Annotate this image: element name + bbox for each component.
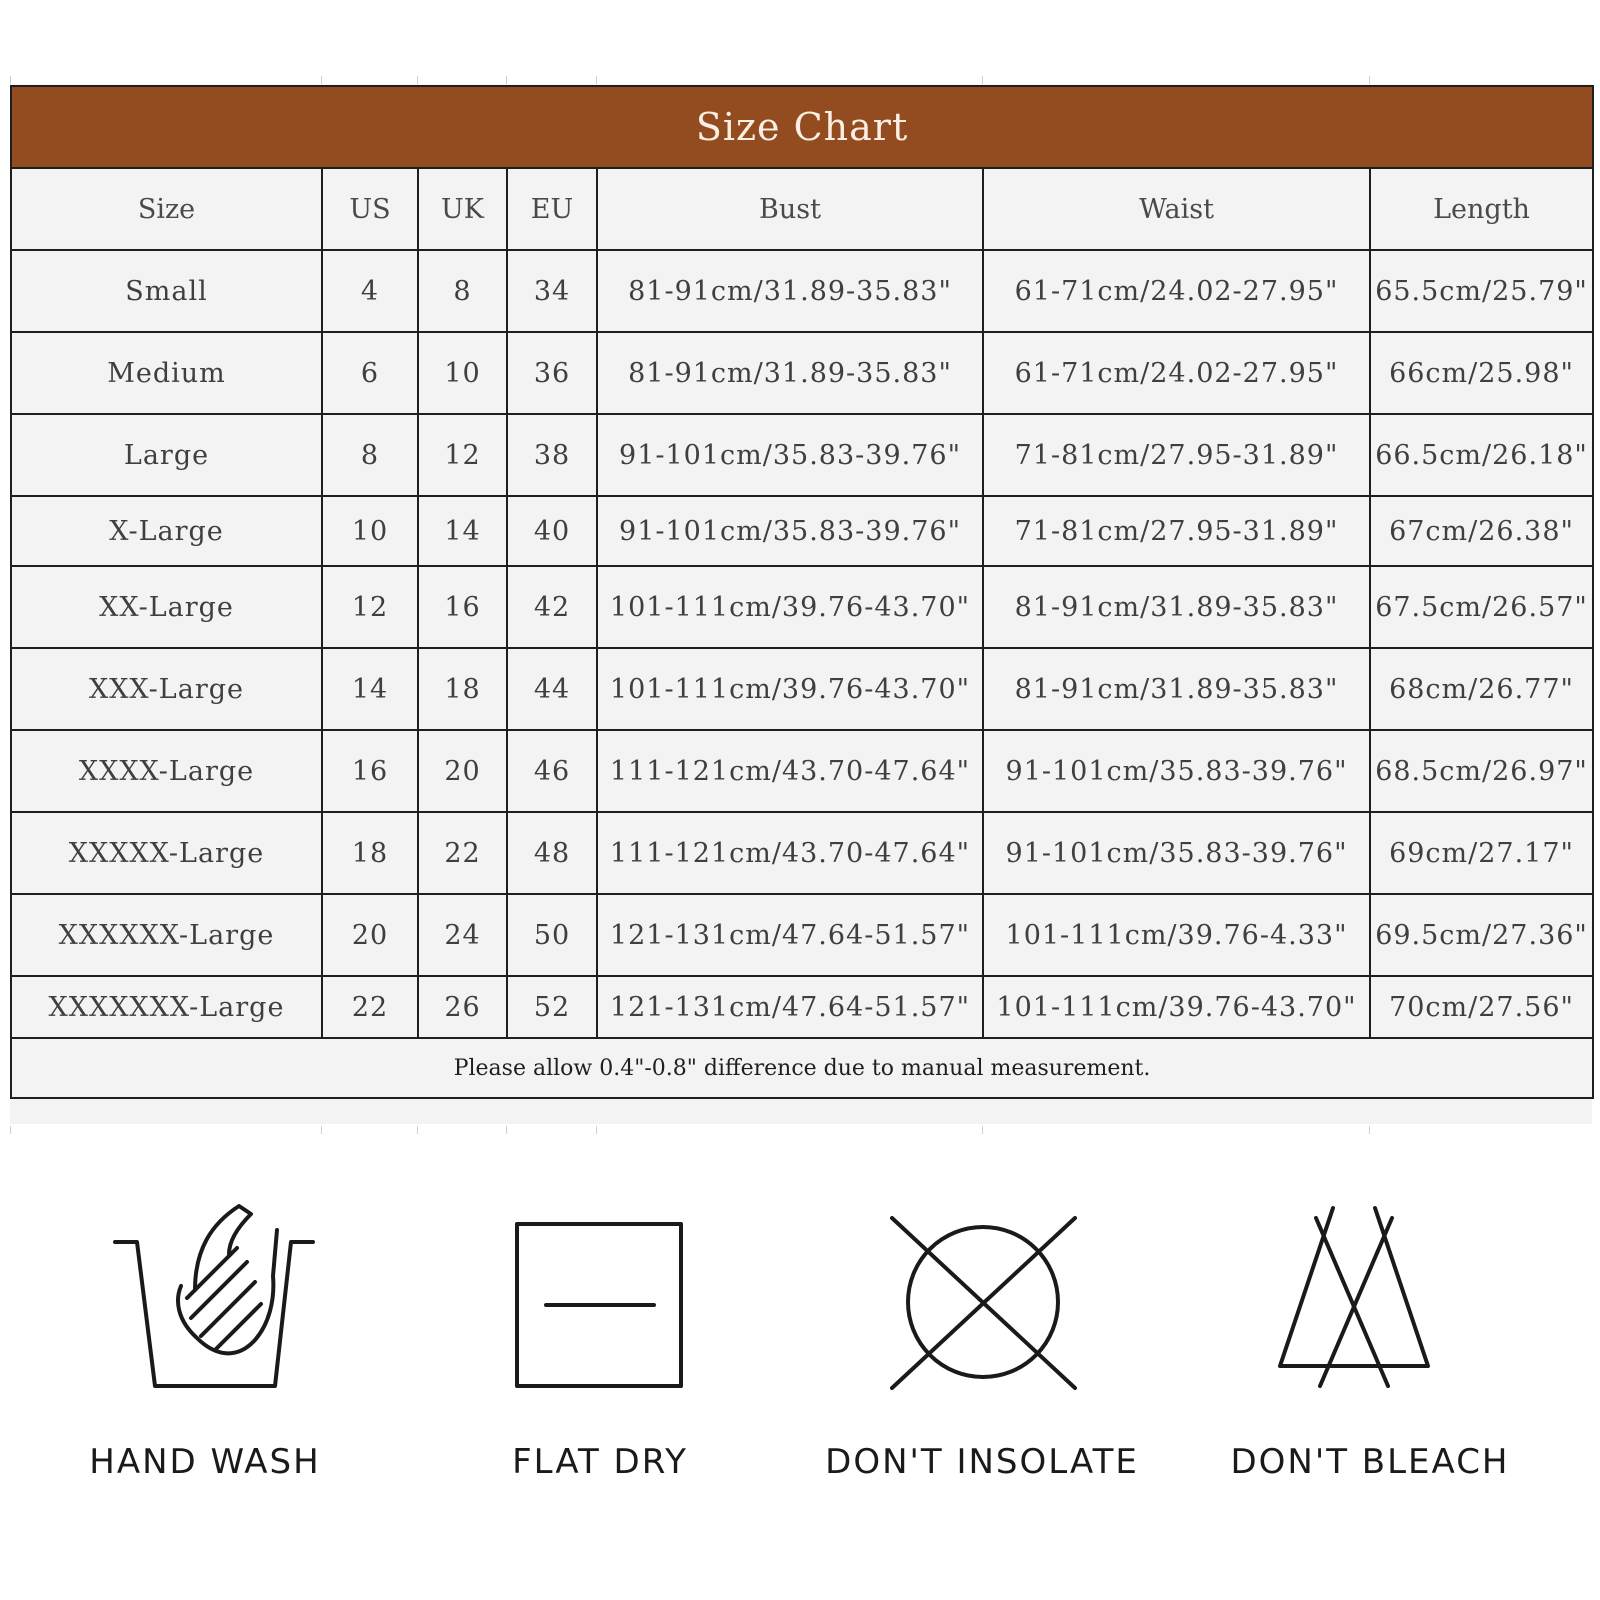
length-cell: 68cm/26.77" [1370,648,1593,730]
bust-cell: 91-101cm/35.83-39.76" [597,414,983,496]
us-cell: 4 [322,250,418,332]
column-header-size: Size [11,168,322,250]
chart-title: Size Chart [11,86,1593,168]
uk-cell: 8 [418,250,507,332]
size-cell: Small [11,250,322,332]
column-header-length: Length [1370,168,1593,250]
grid-tick [982,1126,983,1134]
length-cell: 70cm/27.56" [1370,976,1593,1038]
table-row [11,496,1593,566]
table-row [11,894,1593,976]
grid-tick [321,1126,322,1134]
size-cell: XX-Large [11,566,322,648]
header-row [11,168,1593,250]
table-row [11,566,1593,648]
uk-cell: 12 [418,414,507,496]
table-row [11,332,1593,414]
size-chart-table [10,85,1594,1099]
us-cell: 22 [322,976,418,1038]
dont-insolate-icon [792,1190,1172,1430]
length-cell: 67cm/26.38" [1370,496,1593,566]
size-cell: Large [11,414,322,496]
length-cell: 67.5cm/26.57" [1370,566,1593,648]
length-cell: 66cm/25.98" [1370,332,1593,414]
column-header-eu: EU [507,168,597,250]
waist-cell: 81-91cm/31.89-35.83" [983,648,1370,730]
care-label-dont-bleach: DON'T BLEACH [1230,1442,1510,1482]
table-row [11,250,1593,332]
bust-cell: 101-111cm/39.76-43.70" [597,648,983,730]
table-row [11,730,1593,812]
flat-dry-icon [410,1190,790,1430]
bust-cell: 121-131cm/47.64-51.57" [597,976,983,1038]
column-header-uk: UK [418,168,507,250]
grid-tick [596,1126,597,1134]
grid-tick [10,1126,11,1134]
us-cell: 18 [322,812,418,894]
grid-tick [596,76,597,84]
us-cell: 12 [322,566,418,648]
bust-cell: 101-111cm/39.76-43.70" [597,566,983,648]
length-cell: 65.5cm/25.79" [1370,250,1593,332]
uk-cell: 16 [418,566,507,648]
grid-tick [506,76,507,84]
care-label-dont-insolate: DON'T INSOLATE [825,1442,1139,1482]
care-label-flat-dry: FLAT DRY [512,1442,688,1482]
us-cell: 16 [322,730,418,812]
bust-cell: 81-91cm/31.89-35.83" [597,250,983,332]
bust-cell: 111-121cm/43.70-47.64" [597,730,983,812]
column-header-bust: Bust [597,168,983,250]
eu-cell: 50 [507,894,597,976]
waist-cell: 91-101cm/35.83-39.76" [983,812,1370,894]
waist-cell: 81-91cm/31.89-35.83" [983,566,1370,648]
eu-cell: 36 [507,332,597,414]
grid-tick [417,1126,418,1134]
length-cell: 66.5cm/26.18" [1370,414,1593,496]
eu-cell: 38 [507,414,597,496]
column-header-us: US [322,168,418,250]
waist-cell: 91-101cm/35.83-39.76" [983,730,1370,812]
eu-cell: 42 [507,566,597,648]
size-cell: X-Large [11,496,322,566]
eu-cell: 46 [507,730,597,812]
bust-cell: 81-91cm/31.89-35.83" [597,332,983,414]
grid-tick [982,76,983,84]
dont-bleach-icon [1180,1190,1560,1430]
waist-cell: 61-71cm/24.02-27.95" [983,250,1370,332]
eu-cell: 52 [507,976,597,1038]
bust-cell: 121-131cm/47.64-51.57" [597,894,983,976]
uk-cell: 20 [418,730,507,812]
grid-tick [1369,1126,1370,1134]
uk-cell: 10 [418,332,507,414]
size-cell: XXXXXX-Large [11,894,322,976]
waist-cell: 61-71cm/24.02-27.95" [983,332,1370,414]
uk-cell: 18 [418,648,507,730]
uk-cell: 26 [418,976,507,1038]
measurement-note: Please allow 0.4"-0.8" difference due to manual measurement. [11,1038,1593,1098]
care-item-dont-bleach [1180,1190,1560,1510]
eu-cell: 44 [507,648,597,730]
us-cell: 10 [322,496,418,566]
uk-cell: 14 [418,496,507,566]
size-cell: XXXX-Large [11,730,322,812]
us-cell: 14 [322,648,418,730]
length-cell: 69.5cm/27.36" [1370,894,1593,976]
us-cell: 6 [322,332,418,414]
bust-cell: 91-101cm/35.83-39.76" [597,496,983,566]
waist-cell: 71-81cm/27.95-31.89" [983,414,1370,496]
grid-tick [506,1126,507,1134]
length-cell: 68.5cm/26.97" [1370,730,1593,812]
column-header-waist: Waist [983,168,1370,250]
grid-tick [417,76,418,84]
waist-cell: 101-111cm/39.76-43.70" [983,976,1370,1038]
eu-cell: 48 [507,812,597,894]
us-cell: 8 [322,414,418,496]
grid-tick [10,76,11,84]
table-row [11,414,1593,496]
waist-cell: 101-111cm/39.76-4.33" [983,894,1370,976]
care-label-hand-wash: HAND WASH [89,1442,321,1482]
size-cell: Medium [11,332,322,414]
size-cell: XXXXX-Large [11,812,322,894]
table-row [11,648,1593,730]
uk-cell: 22 [418,812,507,894]
bust-cell: 111-121cm/43.70-47.64" [597,812,983,894]
size-cell: XXXXXXX-Large [11,976,322,1038]
grid-tick [1369,76,1370,84]
hand-wash-icon [15,1190,395,1430]
uk-cell: 24 [418,894,507,976]
care-item-hand-wash [15,1190,395,1510]
length-cell: 69cm/27.17" [1370,812,1593,894]
grid-tick [321,76,322,84]
size-cell: XXX-Large [11,648,322,730]
care-item-dont-insolate [792,1190,1172,1510]
table-row [11,976,1593,1038]
eu-cell: 40 [507,496,597,566]
us-cell: 20 [322,894,418,976]
eu-cell: 34 [507,250,597,332]
care-item-flat-dry [410,1190,790,1510]
table-row [11,812,1593,894]
waist-cell: 71-81cm/27.95-31.89" [983,496,1370,566]
